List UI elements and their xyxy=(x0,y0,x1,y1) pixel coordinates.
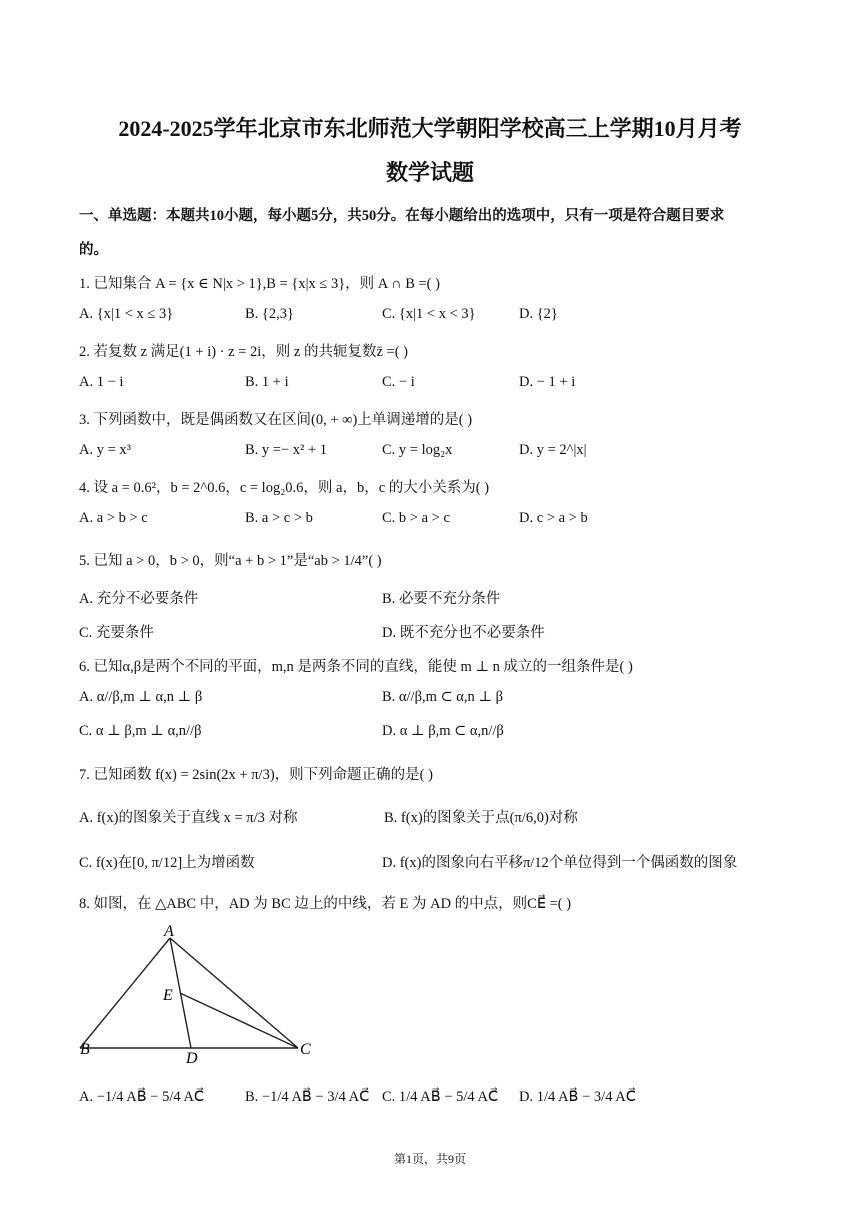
question-7-stem: 7. 已知函数 f(x) = 2sin(2x + π/3)，则下列命题正确的是( ) xyxy=(79,767,433,783)
vertex-label-b: B xyxy=(80,1041,90,1058)
question-5-option-d: D. 既不充分也不必要条件 xyxy=(382,625,545,641)
question-7-option-b: B. f(x)的图象关于点(π/6,0)对称 xyxy=(384,810,578,826)
question-6-option-a: A. α//β,m ⊥ α,n ⊥ β xyxy=(79,689,203,705)
triangle-figure xyxy=(70,918,330,1068)
question-2-option-d: D. − 1 + i xyxy=(519,374,576,390)
edge-ac xyxy=(170,938,298,1048)
question-7-option-d: D. f(x)的图象向右平移π/12个单位得到一个偶函数的图象 xyxy=(382,855,738,871)
question-6-option-b: B. α//β,m ⊂ α,n ⊥ β xyxy=(382,689,503,705)
question-3-option-b: B. y =− x² + 1 xyxy=(245,442,328,458)
question-8-option-a: A. −1/4 AB⃗ − 5/4 AC⃗ xyxy=(79,1089,205,1105)
question-7-option-a: A. f(x)的图象关于直线 x = π/3 对称 xyxy=(79,810,298,826)
section-heading-line1: 一、单选题：本题共10小题，每小题5分，共50分。在每小题给出的选项中，只有一项是符合题目要求 xyxy=(79,208,725,224)
question-1-stem: 1. 已知集合 A = {x ∈ N|x > 1},B = {x|x ≤ 3}，则 A ∩ B =( ) xyxy=(79,276,440,292)
vertex-label-a: A xyxy=(164,923,174,940)
vertex-label-c: C xyxy=(300,1041,311,1058)
section-heading-line2: 的。 xyxy=(79,242,108,258)
question-6-option-c: C. α ⊥ β,m ⊥ α,n//β xyxy=(79,723,202,739)
question-3-option-c: C. y = log₂x xyxy=(382,442,453,458)
question-3-stem: 3. 下列函数中，既是偶函数又在区间(0, + ∞)上单调递增的是( ) xyxy=(79,412,473,428)
question-4-option-a: A. a > b > c xyxy=(79,510,148,526)
page-footer: 第1页，共9页 xyxy=(393,1152,466,1166)
edge-ab xyxy=(80,938,170,1048)
question-4-option-c: C. b > a > c xyxy=(382,510,450,526)
question-2-option-a: A. 1 − i xyxy=(79,374,124,390)
question-2-stem: 2. 若复数 z 满足(1 + i) · z = 2i，则 z 的共轭复数z̄ =( ) xyxy=(79,344,408,360)
question-4-option-d: D. c > a > b xyxy=(519,510,588,526)
question-5-option-a: A. 充分不必要条件 xyxy=(79,591,199,607)
question-8-option-c: C. 1/4 AB⃗ − 5/4 AC⃗ xyxy=(382,1089,499,1105)
question-5-option-b: B. 必要不充分条件 xyxy=(382,591,501,607)
question-2-option-c: C. − i xyxy=(382,374,415,390)
question-5-option-c: C. 充要条件 xyxy=(79,625,154,641)
question-3-option-a: A. y = x³ xyxy=(79,442,131,458)
segment-ce xyxy=(180,993,298,1048)
question-5-stem: 5. 已知 a > 0，b > 0，则“a + b > 1”是“ab > 1/4”( ) xyxy=(79,553,382,569)
question-1-option-c: C. {x|1 < x < 3} xyxy=(382,306,476,322)
question-3-option-d: D. y = 2^|x| xyxy=(519,442,587,458)
question-4-stem: 4. 设 a = 0.6²，b = 2^0.6，c = log₂0.6，则 a，b，c 的大小关系为( ) xyxy=(79,480,490,496)
exam-title: 2024-2025学年北京市东北师范大学朝阳学校高三上学期10月月考 xyxy=(118,116,742,141)
question-6-stem: 6. 已知α,β是两个不同的平面，m,n 是两条不同的直线，能使 m ⊥ n 成立的一组条件是( ) xyxy=(79,659,633,675)
question-1-option-a: A. {x|1 < x ≤ 3} xyxy=(79,306,174,322)
exam-subtitle: 数学试题 xyxy=(385,160,474,185)
question-2-option-b: B. 1 + i xyxy=(245,374,289,390)
question-8-option-d: D. 1/4 AB⃗ − 3/4 AC⃗ xyxy=(519,1089,636,1105)
question-8-option-b: B. −1/4 AB⃗ − 3/4 AC⃗ xyxy=(245,1089,370,1105)
question-6-option-d: D. α ⊥ β,m ⊂ α,n//β xyxy=(382,723,504,739)
point-label-d: D xyxy=(186,1050,198,1067)
question-8-stem: 8. 如图，在 △ABC 中，AD 为 BC 边上的中线，若 E 为 AD 的中点，则CE⃗ =( ) xyxy=(79,896,572,912)
question-1-option-d: D. {2} xyxy=(519,306,558,322)
point-label-e: E xyxy=(163,987,173,1004)
question-4-option-b: B. a > c > b xyxy=(245,510,313,526)
question-1-option-b: B. {2,3} xyxy=(245,306,294,322)
question-7-option-c: C. f(x)在[0, π/12]上为增函数 xyxy=(79,855,255,871)
